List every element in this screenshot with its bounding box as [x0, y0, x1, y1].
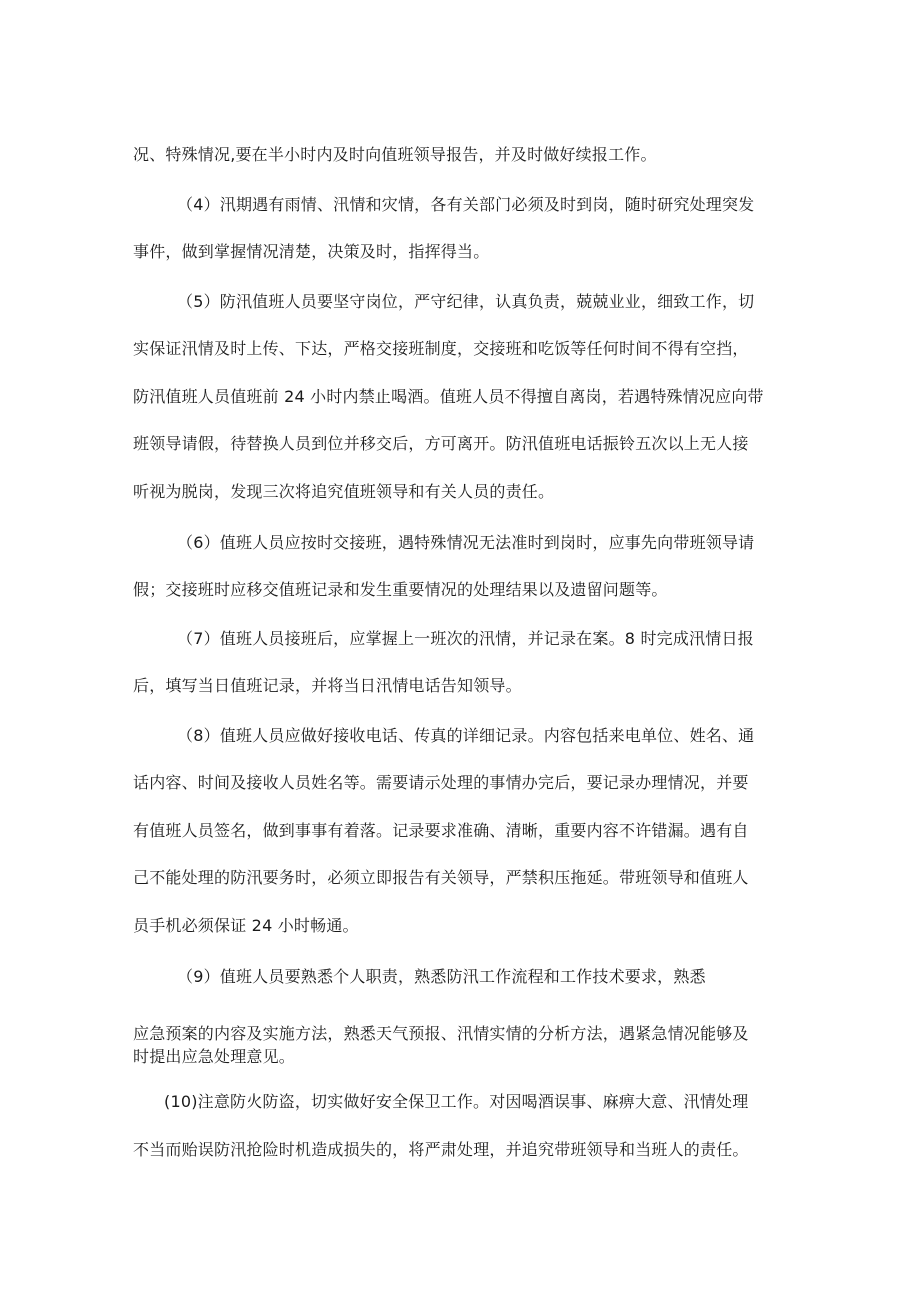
text-line: 后，填写当日值班记录，并将当日汛情电话告知领导。 [133, 676, 522, 695]
text-line: （5）防汛值班人员要坚守岗位，严守纪律，认真负责，兢兢业业，细致工作，切 [177, 292, 755, 311]
text-line: 实保证汛情及时上传、下达，严格交接班制度，交接班和吃饭等任何时间不得有空挡， [133, 339, 749, 358]
text-line: 班领导请假，待替换人员到位并移交后，方可离开。防汛值班电话振铃五次以上无人接 [133, 434, 749, 453]
text-line: 况、特殊情况,要在半小时内及时向值班领导报告，并及时做好续报工作。 [133, 145, 657, 164]
text-line: （6）值班人员应按时交接班，遇特殊情况无法准时到岗时，应事先向带班领导请 [177, 533, 755, 552]
text-line: 话内容、时间及接收人员姓名等。需要请示处理的事情办完后，要记录办理情况，并要 [133, 773, 749, 792]
text-line: （7）值班人员接班后，应掌握上一班次的汛情，并记录在案。8 时完成汛情日报 [177, 629, 754, 648]
text-line: （8）值班人员应做好接收电话、传真的详细记录。内容包括来电单位、姓名、通 [177, 726, 755, 745]
text-line: 防汛值班人员值班前 24 小时内禁止喝酒。值班人员不得擅自离岗，若遇特殊情况应向带 [133, 387, 764, 406]
text-line: 应急预案的内容及实施方法，熟悉天气预报、汛情实情的分析方法，遇紧急情况能够及 [133, 1024, 749, 1043]
text-line: 不当而贻误防汛抢险时机造成损失的，将严肃处理，并追究带班领导和当班人的责任。 [133, 1140, 749, 1159]
text-line: 时提出应急处理意见。 [133, 1047, 296, 1066]
text-line: 有值班人员签名，做到事事有着落。记录要求准确、清晰，重要内容不许错漏。遇有自 [133, 821, 749, 840]
text-line: 事件，做到掌握情况清楚，决策及时，指挥得当。 [133, 242, 490, 261]
text-line: 员手机必须保证 24 小时畅通。 [133, 916, 359, 935]
text-line: 己不能处理的防汛要务时，必须立即报告有关领导，严禁积压拖延。带班领导和值班人 [133, 868, 749, 887]
text-line: (10)注意防火防盗，切实做好安全保卫工作。对因喝酒误事、麻痹大意、汛情处理 [164, 1092, 749, 1111]
text-line: 听视为脱岗，发现三次将追究值班领导和有关人员的责任。 [133, 482, 555, 501]
text-line: 假；交接班时应移交值班记录和发生重要情况的处理结果以及遗留问题等。 [133, 580, 668, 599]
text-line: （9）值班人员要熟悉个人职责，熟悉防汛工作流程和工作技术要求，熟悉 [177, 967, 706, 986]
text-line: （4）汛期遇有雨情、汛情和灾情，各有关部门必须及时到岗，随时研究处理突发 [177, 195, 755, 214]
